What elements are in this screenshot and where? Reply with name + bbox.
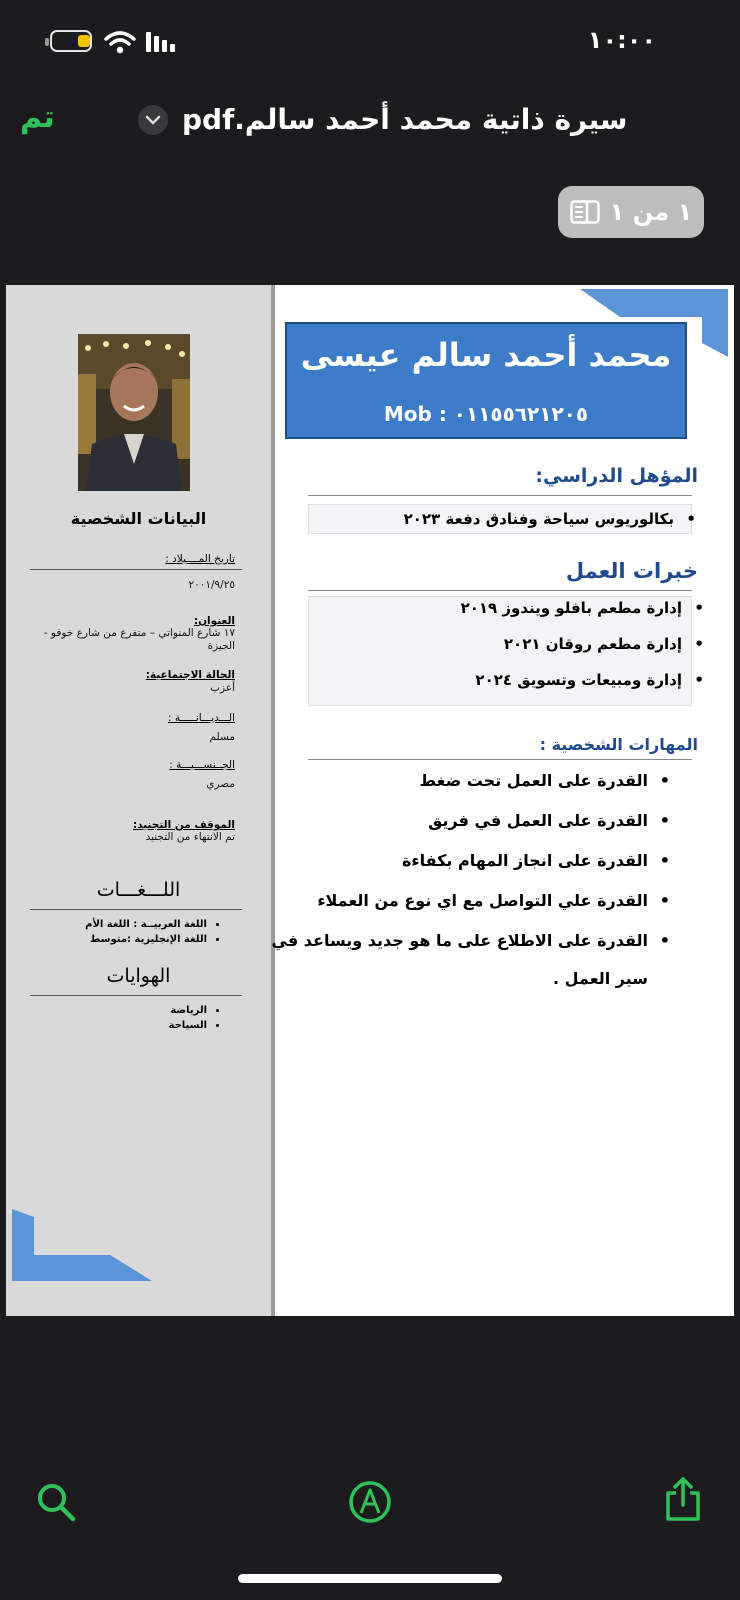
experience-item: • إدارة مطعم بافلو ويندوز ٢٠١٩ <box>461 599 682 617</box>
experience-heading: خبرات العمل <box>565 559 698 583</box>
personal-info-heading: البيانات الشخصية <box>70 509 207 528</box>
languages-heading: اللـــغـــات <box>96 879 181 901</box>
divider <box>308 590 692 591</box>
cv-name: محمد أحمد سالم عيسى <box>300 336 672 374</box>
skill-item: • القدرة على العمل تحت ضغط <box>420 771 648 790</box>
name-banner <box>285 322 687 439</box>
list-item: • الرياضة <box>7 1003 207 1018</box>
battery-icon <box>50 30 92 52</box>
list-item: • اللغة الإنجليزية :متوسط <box>7 932 207 947</box>
religion-value: مسلم <box>209 731 235 743</box>
done-button[interactable]: تم <box>20 100 55 135</box>
hobbies-list <box>7 1003 221 1033</box>
page-indicator[interactable] <box>558 186 704 238</box>
sidebar-toggle-icon <box>570 200 600 224</box>
skill-item: • القدرة على انجاز المهام بكفاءة <box>402 851 648 870</box>
military-status-label: الموقف من التجنيد: <box>132 819 235 831</box>
skill-item: • القدرة على الاطلاع على ما هو جديد ويساعد في <box>272 931 648 950</box>
experience-item: • إدارة مطعم روقان ٢٠٢١ <box>504 635 682 653</box>
list-item: • اللغة العربيــة : اللغة الأم <box>7 917 207 932</box>
education-item: • بكالوريوس سياحة وفنادق دفعة ٢٠٢٣ <box>404 510 674 528</box>
divider <box>30 995 242 996</box>
skill-item-continuation: سير العمل . <box>553 969 648 988</box>
corner-decoration <box>12 1209 152 1281</box>
nationality-label: الجــنســـيـــة : <box>169 759 235 771</box>
document-title-menu[interactable] <box>138 103 627 136</box>
markup-pen-icon[interactable] <box>348 1480 392 1524</box>
divider <box>308 495 692 496</box>
skills-heading: المهارات الشخصية : <box>539 735 698 754</box>
address-label: العنوان: <box>193 615 235 627</box>
wifi-icon <box>104 30 136 54</box>
chevron-down-icon[interactable] <box>138 105 168 135</box>
skill-item: • القدرة علي التواصل مع اي نوع من العملاء <box>317 891 648 910</box>
birth-date-label: تاريخ المــــيلاد : <box>165 553 235 565</box>
hobbies-heading: الهوايات <box>106 965 171 987</box>
cellular-signal-icon <box>146 32 175 52</box>
pdf-page[interactable] <box>6 285 734 1316</box>
cv-sidebar <box>6 285 275 1316</box>
marital-status-value: أعزب <box>210 682 235 694</box>
birth-date-value: ٢٠٠١/٩/٢٥ <box>188 579 235 591</box>
religion-label: الـــديـــانـــــة : <box>167 712 235 724</box>
profile-photo <box>78 334 190 491</box>
search-icon[interactable] <box>36 1482 76 1522</box>
share-icon[interactable] <box>664 1476 702 1522</box>
marital-status-label: الحالة الاجتماعية: <box>145 669 235 681</box>
languages-list <box>7 917 221 947</box>
nationality-value: مصري <box>206 778 235 790</box>
divider <box>30 569 242 570</box>
home-indicator[interactable] <box>238 1574 502 1583</box>
divider <box>30 909 242 910</box>
status-time: ١٠:٠٠ <box>587 26 656 54</box>
divider <box>308 759 692 760</box>
military-status-value: تم الانتهاء من التجنيد <box>145 831 235 843</box>
education-heading: المؤهل الدراسي: <box>535 465 698 487</box>
document-title: سيرة ذاتية محمد أحمد سالم.pdf <box>182 103 628 136</box>
list-item: • السياحة <box>7 1018 207 1033</box>
address-value: ١٧ شارع المنواتي – متفرع من شارع خوفو - الجيزة <box>43 627 235 652</box>
page-indicator-text: ١ من ١ <box>609 198 693 226</box>
experience-item: • إدارة ومبيعات وتسويق ٢٠٢٤ <box>475 671 682 689</box>
cv-mobile: Mob : ٠١١٥٥٦٢١٢٠٥ <box>383 402 589 426</box>
skill-item: • القدرة على العمل في فريق <box>428 811 648 830</box>
